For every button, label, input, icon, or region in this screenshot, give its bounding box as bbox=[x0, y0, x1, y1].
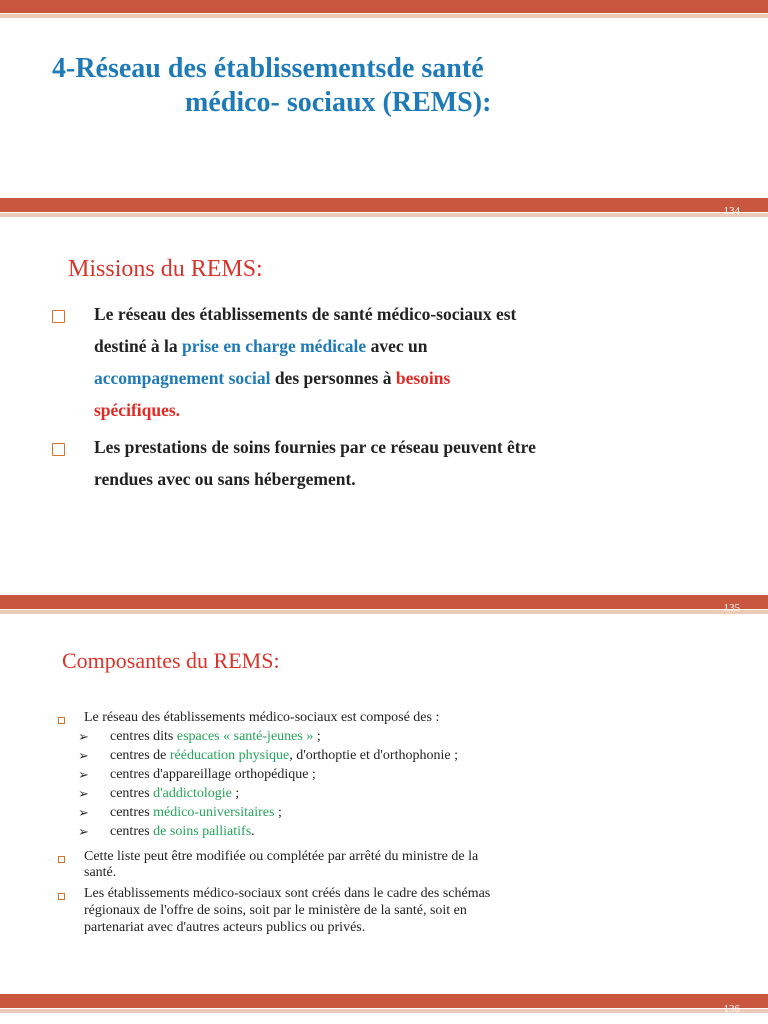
highlight-accompagnement: accompagnement social bbox=[94, 368, 271, 388]
bullet-square-icon bbox=[58, 856, 65, 863]
text-span: centres bbox=[110, 824, 154, 839]
slide-separator-134 bbox=[0, 198, 768, 226]
slide-separator-136 bbox=[0, 994, 768, 1024]
text-line: Cette liste peut être modifiée ou complétée par arrêté du ministre de la bbox=[84, 849, 479, 864]
text-line: Les prestations de soins fournies par ce réseau peuvent être bbox=[94, 437, 536, 457]
text-line bbox=[94, 330, 734, 362]
list-item bbox=[70, 803, 730, 822]
bullet-square-icon bbox=[52, 443, 65, 456]
slide-2-heading: Missions du REMS: bbox=[68, 256, 263, 282]
text-line: Les établissements médico-sociaux sont créés dans le cadre des schémas bbox=[84, 886, 491, 901]
text-line bbox=[94, 362, 734, 394]
highlight-prise-en-charge: prise en charge médicale bbox=[182, 336, 367, 356]
highlight-text: d'addictologie bbox=[153, 786, 232, 801]
page-number: 134 bbox=[723, 205, 740, 217]
slide-2-bullet-1 bbox=[94, 298, 734, 426]
text-span: destiné à la bbox=[94, 336, 182, 356]
top-band bbox=[0, 0, 768, 20]
highlight-text: de soins palliatifs bbox=[153, 824, 252, 839]
slide-1-title-line2: médico- sociaux (REMS): bbox=[185, 87, 492, 118]
bullet-square-icon bbox=[58, 717, 65, 724]
slide-3-heading: Composantes du REMS: bbox=[62, 648, 280, 673]
text-span: ; bbox=[274, 805, 282, 820]
arrow-bullet-icon: ➢ bbox=[78, 729, 89, 744]
slide-2-bullet-2 bbox=[94, 431, 734, 495]
text-span: centres de bbox=[110, 748, 170, 763]
component-list bbox=[70, 727, 730, 841]
text-span: . bbox=[251, 824, 255, 839]
text-span: avec un bbox=[366, 336, 428, 356]
page-number: 135 bbox=[723, 602, 740, 614]
text-line: spécifiques. bbox=[94, 400, 181, 420]
text-span: ; bbox=[313, 729, 321, 744]
text-span: ; bbox=[231, 786, 240, 801]
text-line: régionaux de l'offre de soins, soit par le ministère de la santé, soit en bbox=[84, 903, 467, 918]
slide-separator-135 bbox=[0, 595, 768, 623]
bullet-square-icon bbox=[58, 893, 65, 900]
slide-3-intro: Le réseau des établissements médico-sociaux est composé des : bbox=[84, 710, 440, 725]
text-line: rendues avec ou sans hébergement. bbox=[94, 469, 356, 489]
list-item bbox=[70, 746, 730, 765]
highlight-text: médico-universitaires bbox=[153, 805, 275, 820]
list-item bbox=[70, 765, 730, 784]
highlight-besoins: besoins bbox=[395, 368, 451, 388]
slide-3-note-1 bbox=[84, 847, 734, 882]
text-line: santé. bbox=[84, 865, 117, 880]
text-span: centres bbox=[110, 786, 154, 801]
text-span: des personnes à bbox=[270, 368, 396, 388]
text-line: partenariat avec d'autres acteurs publics ou privés. bbox=[84, 920, 366, 935]
list-item bbox=[70, 727, 730, 746]
slide-3-note-2 bbox=[84, 884, 734, 937]
highlight-text: rééducation physique bbox=[169, 748, 290, 763]
page-number: 136 bbox=[723, 1003, 740, 1015]
list-item bbox=[70, 784, 730, 803]
arrow-bullet-icon: ➢ bbox=[78, 786, 89, 801]
text-span: centres bbox=[110, 805, 154, 820]
arrow-bullet-icon: ➢ bbox=[78, 805, 89, 820]
slide-1-title-line1: 4-Réseau des établissementsde santé bbox=[52, 53, 484, 84]
arrow-bullet-icon: ➢ bbox=[78, 748, 89, 763]
arrow-bullet-icon: ➢ bbox=[78, 767, 89, 782]
arrow-bullet-icon: ➢ bbox=[78, 824, 89, 839]
text-span: centres dits bbox=[110, 729, 177, 744]
bullet-square-icon bbox=[52, 310, 65, 323]
text-span: , d'orthoptie et d'orthophonie ; bbox=[289, 748, 458, 763]
text-span: centres d'appareillage orthopédique ; bbox=[110, 767, 316, 782]
highlight-text: espaces « santé-jeunes » bbox=[176, 729, 314, 744]
list-item bbox=[70, 822, 730, 841]
text-line: Le réseau des établissements de santé médico-sociaux est bbox=[94, 304, 517, 324]
